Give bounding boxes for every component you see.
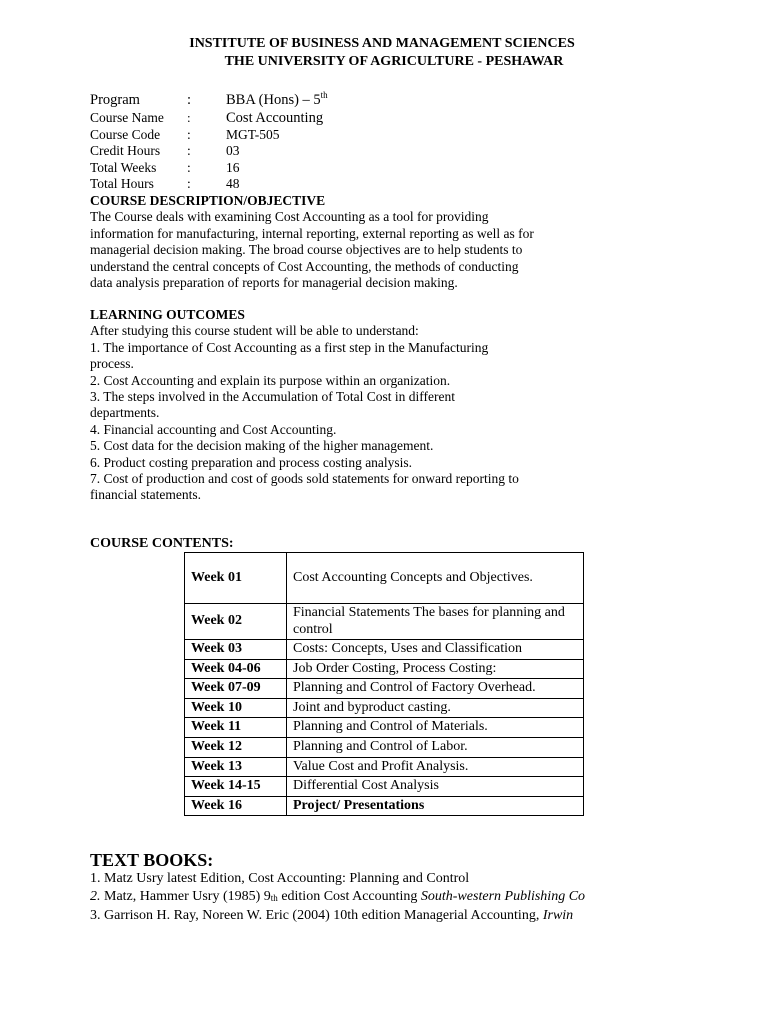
course-name-separator: :	[187, 110, 191, 125]
course-code-value: MGT-505	[226, 127, 280, 142]
text-book-superscript: th	[270, 893, 278, 903]
table-row	[185, 796, 584, 816]
program-value-text: BBA (Hons) – 5	[226, 92, 321, 108]
week-cell: Week 04-06	[185, 659, 287, 679]
topic-cell: Project/ Presentations	[287, 796, 584, 816]
topic-cell: Differential Cost Analysis	[287, 777, 584, 797]
outcome-line: 7. Cost of production and cost of goods sold statements for onward reporting to	[90, 471, 519, 487]
program-value-sup: th	[320, 90, 328, 100]
topic-cell: Financial Statements The bases for planning and control	[287, 604, 584, 640]
outcome-line: process.	[90, 356, 134, 372]
program-label: Program	[90, 92, 140, 108]
course-contents-table	[184, 552, 584, 816]
text-book-text: 3. Garrison H. Ray, Noreen W. Eric (2004) 10th edition Managerial Accounting,	[90, 908, 543, 923]
total-weeks-value: 16	[226, 159, 240, 175]
text-book-publisher: Irwin	[542, 908, 574, 923]
week-cell: Week 16	[185, 796, 287, 816]
outcome-line: 5. Cost data for the decision making of the higher management.	[90, 438, 434, 454]
learning-outcomes-section	[90, 307, 560, 504]
learning-outcomes-title: LEARNING OUTCOMES	[90, 307, 245, 322]
text-book-text: Matz, Hammer Usry (1985) 9	[100, 889, 271, 904]
text-book-publisher: South-western Publishing Co	[420, 889, 586, 904]
credit-hours-value: 03	[226, 143, 240, 159]
course-name-label: Course Name	[90, 110, 164, 125]
week-cell: Week 11	[185, 718, 287, 738]
topic-cell: Value Cost and Profit Analysis.	[287, 757, 584, 777]
text-books-title: TEXT BOOKS:	[90, 850, 214, 870]
text-book-item: 1. Matz Usry latest Edition, Cost Accounting: Planning and Control	[90, 871, 470, 886]
outcome-line: departments.	[90, 405, 160, 421]
week-cell: Week 14-15	[185, 777, 287, 797]
topic-cell: Costs: Concepts, Uses and Classification	[287, 640, 584, 660]
course-name-value: Cost Accounting	[226, 110, 324, 126]
topic-cell: Cost Accounting Concepts and Objectives.	[287, 553, 584, 604]
table-row	[185, 553, 584, 604]
total-hours-label: Total Hours	[90, 175, 154, 191]
table-row	[185, 777, 584, 797]
total-weeks-separator: :	[187, 159, 191, 175]
institute-heading: INSTITUTE OF BUSINESS AND MANAGEMENT SCIENCES	[189, 36, 575, 51]
topic-cell: Joint and byproduct casting.	[287, 698, 584, 718]
text-book-text: edition Cost Accounting	[277, 889, 421, 904]
course-code-label: Course Code	[90, 127, 161, 142]
table-row	[185, 604, 584, 640]
course-contents-title: COURSE CONTENTS:	[90, 536, 234, 551]
table-row	[185, 659, 584, 679]
week-cell: Week 02	[185, 604, 287, 640]
outcome-line: 4. Financial accounting and Cost Accounting.	[90, 421, 337, 437]
week-cell: Week 13	[185, 757, 287, 777]
topic-cell: Planning and Control of Labor.	[287, 737, 584, 757]
description-line: understand the central concepts of Cost Accounting, the methods of conducting	[90, 258, 519, 274]
course-code-separator: :	[187, 127, 191, 142]
learning-outcomes-intro: After studying this course student will be able to understand:	[90, 323, 419, 339]
text-book-item	[90, 907, 585, 925]
topic-cell: Planning and Control of Factory Overhead.	[287, 679, 584, 699]
outcome-line: 2. Cost Accounting and explain its purpose within an organization.	[90, 372, 451, 388]
week-cell: Week 01	[185, 553, 287, 604]
table-row	[185, 737, 584, 757]
description-line: data analysis preparation of reports for managerial decision making.	[90, 275, 458, 291]
outcome-line: financial statements.	[90, 487, 201, 503]
text-books-list	[90, 870, 585, 925]
total-hours-value: 48	[226, 175, 240, 191]
program-value	[226, 91, 328, 109]
outcome-line: 6. Product costing preparation and process costing analysis.	[90, 454, 413, 470]
total-hours-separator: :	[187, 175, 191, 191]
table-row	[185, 640, 584, 660]
table-row	[185, 698, 584, 718]
total-weeks-label: Total Weeks	[90, 159, 157, 175]
table-row	[185, 679, 584, 699]
week-cell: Week 03	[185, 640, 287, 660]
topic-cell: Job Order Costing, Process Costing:	[287, 659, 584, 679]
credit-hours-label: Credit Hours	[90, 143, 161, 159]
text-book-item	[90, 888, 585, 907]
table-row	[185, 757, 584, 777]
description-line: information for manufacturing, internal reporting, external reporting as well as for	[90, 225, 534, 241]
course-description-section	[90, 193, 560, 291]
course-description-title: COURSE DESCRIPTION/OBJECTIVE	[90, 193, 326, 208]
credit-hours-separator: :	[187, 143, 191, 159]
program-separator: :	[187, 92, 192, 108]
outcome-line: 1. The importance of Cost Accounting as a first step in the Manufacturing	[90, 339, 489, 355]
week-cell: Week 12	[185, 737, 287, 757]
university-heading: THE UNIVERSITY OF AGRICULTURE - PESHAWAR	[224, 54, 564, 69]
description-line: The Course deals with examining Cost Accounting as a tool for providing	[90, 209, 489, 225]
table-row	[185, 718, 584, 738]
topic-cell: Planning and Control of Materials.	[287, 718, 584, 738]
week-cell: Week 10	[185, 698, 287, 718]
description-line: managerial decision making. The broad course objectives are to help students to	[90, 242, 523, 258]
week-cell: Week 07-09	[185, 679, 287, 699]
text-book-number: 2.	[90, 889, 101, 904]
outcome-line: 3. The steps involved in the Accumulation of Total Cost in different	[90, 389, 456, 405]
